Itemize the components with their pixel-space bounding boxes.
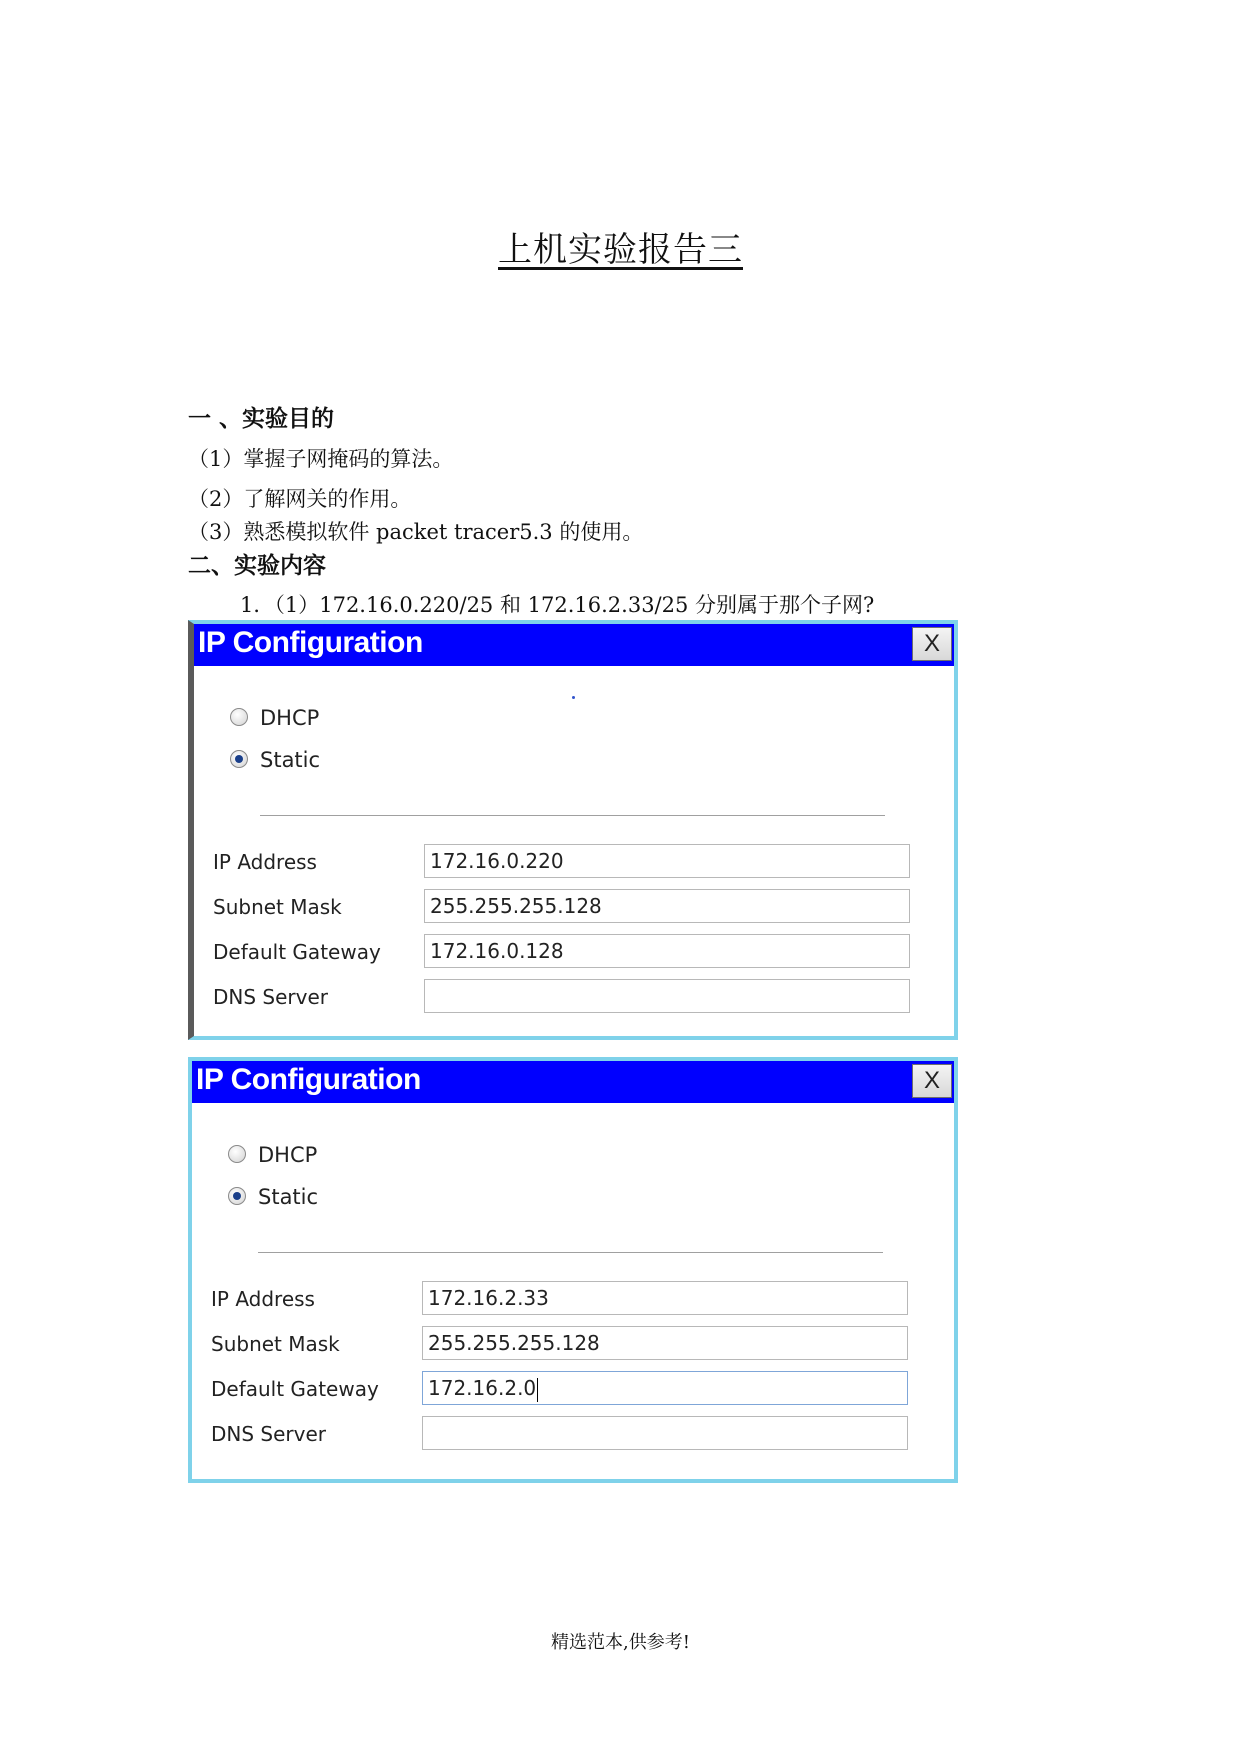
default-gateway-label: Default Gateway: [213, 940, 381, 964]
separator: [260, 815, 885, 817]
radio-unselected-icon[interactable]: [228, 1145, 246, 1163]
purpose-item-3: （3）熟悉模拟软件 packet tracer5.3 的使用。: [188, 520, 644, 544]
text-caret: [537, 1378, 538, 1402]
purpose-item-2: （2）了解网关的作用。: [188, 487, 412, 511]
static-label: Static: [258, 1185, 319, 1209]
dialog-title: IP Configuration: [196, 1063, 421, 1096]
dialog-titlebar: [194, 624, 954, 666]
radio-selected-icon[interactable]: [228, 1187, 246, 1205]
default-gateway-label: Default Gateway: [211, 1377, 379, 1401]
radio-selected-icon[interactable]: [230, 750, 248, 768]
section-heading-content: 二、实验内容: [188, 552, 326, 579]
subnet-mask-label: Subnet Mask: [213, 895, 342, 919]
question-text: 1．（1）172.16.0.220/25 和 172.16.2.33/25 分别属于那个子网?: [240, 593, 875, 617]
dialog-title: IP Configuration: [198, 626, 423, 659]
close-button[interactable]: X: [912, 1064, 952, 1098]
dns-server-field[interactable]: [424, 979, 910, 1013]
dhcp-option[interactable]: [230, 706, 319, 730]
subnet-mask-label: Subnet Mask: [211, 1332, 340, 1356]
static-option[interactable]: [230, 748, 320, 772]
separator: [258, 1252, 883, 1254]
default-gateway-field[interactable]: 172.16.0.128: [424, 934, 910, 968]
ip-address-label: IP Address: [211, 1287, 315, 1311]
ip-address-field[interactable]: 172.16.0.220: [424, 844, 910, 878]
static-label: Static: [260, 748, 321, 772]
ip-address-label: IP Address: [213, 850, 317, 874]
section-heading-purpose: 一 、实验目的: [188, 405, 335, 432]
dhcp-option[interactable]: [228, 1143, 317, 1167]
document-title: 上机实验报告三: [498, 230, 743, 270]
dialog-titlebar: [192, 1061, 954, 1103]
page-footer: 精选范本,供参考!: [551, 1632, 690, 1653]
dhcp-label: DHCP: [260, 706, 320, 730]
dhcp-label: DHCP: [258, 1143, 318, 1167]
ip-config-dialog-2: [188, 1057, 958, 1483]
ip-config-dialog-1: [188, 620, 958, 1040]
close-button[interactable]: X: [912, 627, 952, 661]
default-gateway-value: 172.16.2.0: [428, 1376, 537, 1400]
dns-server-field[interactable]: [422, 1416, 908, 1450]
purpose-item-1: （1）掌握子网掩码的算法。: [188, 447, 454, 471]
stray-dot: [572, 696, 575, 699]
subnet-mask-field[interactable]: 255.255.255.128: [424, 889, 910, 923]
dns-server-label: DNS Server: [213, 985, 328, 1009]
ip-address-field[interactable]: 172.16.2.33: [422, 1281, 908, 1315]
radio-unselected-icon[interactable]: [230, 708, 248, 726]
static-option[interactable]: [228, 1185, 318, 1209]
dns-server-label: DNS Server: [211, 1422, 326, 1446]
subnet-mask-field[interactable]: 255.255.255.128: [422, 1326, 908, 1360]
default-gateway-field[interactable]: [422, 1371, 908, 1405]
